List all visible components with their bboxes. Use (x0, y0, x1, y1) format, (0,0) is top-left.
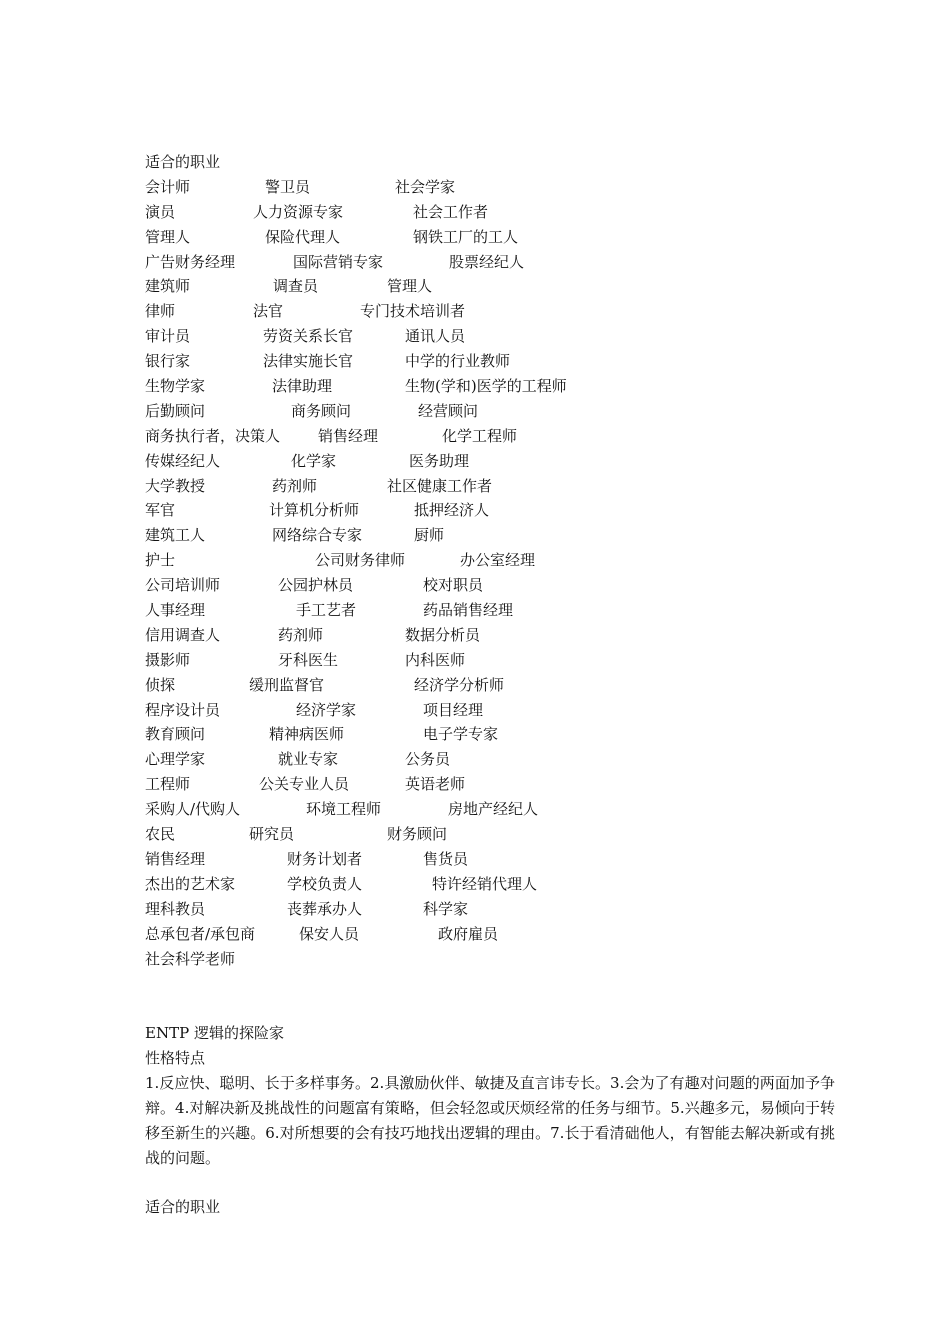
career-col3: 经济学分析师 (414, 675, 505, 694)
career-col3: 生物(学和)医学的工程师 (405, 377, 567, 396)
career-col2: 劳资关系长官 (263, 327, 354, 346)
career-row (145, 673, 835, 698)
career-col2: 财务计划者 (287, 849, 363, 868)
career-col1: 军官 (145, 501, 176, 520)
career-row (145, 772, 835, 797)
career-col1: 信用调查人 (145, 625, 221, 644)
career-col1: 销售经理 (145, 849, 206, 868)
career-col1: 护士 (145, 551, 176, 570)
career-col2: 就业专家 (278, 750, 339, 769)
career-row (145, 822, 835, 847)
career-col2: 人力资源专家 (253, 202, 344, 221)
career-col2: 丧葬承办人 (287, 899, 363, 918)
career-col3: 项目经理 (423, 700, 484, 719)
career-col3: 经营顾问 (418, 401, 479, 420)
career-row (145, 424, 835, 449)
career-col1: 广告财务经理 (145, 252, 236, 271)
career-col2: 法律实施长官 (263, 352, 354, 371)
career-col2: 手工艺者 (296, 601, 357, 620)
career-col3: 内科医师 (405, 650, 466, 669)
career-row (145, 623, 835, 648)
career-row (145, 274, 835, 299)
career-col1: 人事经理 (145, 601, 206, 620)
type-title-text: ENTP 逻辑的探险家 (145, 1024, 284, 1043)
career-col3: 化学工程师 (442, 426, 518, 445)
careers-heading-2-text: 适合的职业 (145, 1198, 221, 1217)
career-row (145, 349, 835, 374)
career-col2: 保险代理人 (265, 227, 341, 246)
career-col2: 公关专业人员 (259, 775, 350, 794)
career-col1: 农民 (145, 825, 176, 844)
career-col1: 采购人/代购人 (145, 800, 241, 819)
career-col2: 研究员 (249, 825, 295, 844)
career-col3: 电子学专家 (423, 725, 499, 744)
career-col1: 程序设计员 (145, 700, 221, 719)
career-col2: 经济学家 (296, 700, 357, 719)
career-col1: 教育顾问 (145, 725, 206, 744)
career-row (145, 922, 835, 947)
career-row (145, 573, 835, 598)
career-col2: 计算机分析师 (269, 501, 360, 520)
career-row (145, 250, 835, 275)
career-col1: 管理人 (145, 227, 191, 246)
career-row (145, 175, 835, 200)
career-col2: 法律助理 (272, 377, 333, 396)
career-col2: 警卫员 (265, 177, 311, 196)
career-col2: 法官 (253, 302, 284, 321)
career-col3: 社会工作者 (413, 202, 489, 221)
career-row (145, 523, 835, 548)
career-col3: 英语老师 (405, 775, 466, 794)
career-row (145, 374, 835, 399)
section-spacer (145, 971, 835, 1021)
careers-list (145, 175, 835, 972)
type-title (145, 1021, 835, 1046)
career-col3: 通讯人员 (405, 327, 466, 346)
career-row (145, 747, 835, 772)
traits-paragraph: 1.反应快、聪明、长于多样事务。2.具激励伙伴、敏捷及直言讳专长。3.会为了有趣对问题的两面加予争辩。4.对解决新及挑战性的问题富有策略，但会轻忽或厌烦经常的任务与细节。5.兴趣多元，易倾向于转移至新生的兴趣。6.对所想要的会有技巧地找出逻辑的理由。7.长于看清础他人，有智能去解决新或有挑战的问题。 (145, 1073, 835, 1167)
career-col1: 律师 (145, 302, 176, 321)
career-col1: 侦探 (145, 675, 176, 694)
career-col1: 生物学家 (145, 377, 206, 396)
career-row (145, 299, 835, 324)
paragraph-spacer (145, 1171, 835, 1196)
career-col3: 房地产经纪人 (448, 800, 539, 819)
careers-heading-text: 适合的职业 (145, 153, 221, 171)
career-col1: 大学教授 (145, 476, 206, 495)
career-col1: 审计员 (145, 327, 191, 346)
career-col1: 理科教员 (145, 899, 206, 918)
career-col2: 公园护林员 (278, 576, 354, 595)
career-row (145, 200, 835, 225)
career-col3: 特许经销代理人 (432, 874, 538, 893)
career-col2: 公司财务律师 (315, 551, 406, 570)
career-col3: 医务助理 (409, 451, 470, 470)
career-row (145, 598, 835, 623)
career-col2: 调查员 (273, 277, 319, 296)
career-col1: 总承包者/承包商 (145, 924, 256, 943)
career-row (145, 872, 835, 897)
career-col1: 会计师 (145, 177, 191, 196)
career-col3: 公务员 (405, 750, 451, 769)
career-col2: 化学家 (291, 451, 337, 470)
career-col3: 厨师 (414, 526, 445, 545)
career-col1: 建筑师 (145, 277, 191, 296)
career-col3: 社会学家 (395, 177, 456, 196)
career-col1: 传媒经纪人 (145, 451, 221, 470)
career-col1: 建筑工人 (145, 526, 206, 545)
career-col3: 校对职员 (423, 576, 484, 595)
career-col3: 管理人 (387, 277, 433, 296)
career-row (145, 648, 835, 673)
career-row (145, 449, 835, 474)
career-col2: 商务顾问 (291, 401, 352, 420)
career-row (145, 498, 835, 523)
document-content (145, 150, 835, 1220)
career-col1: 摄影师 (145, 650, 191, 669)
career-col2: 药剂师 (278, 625, 324, 644)
career-col3: 数据分析员 (405, 625, 481, 644)
career-col3: 抵押经济人 (414, 501, 490, 520)
career-col3: 专门技术培训者 (360, 302, 466, 321)
career-col3: 政府雇员 (438, 924, 499, 943)
traits-heading (145, 1046, 835, 1071)
career-col1: 工程师 (145, 775, 191, 794)
career-col1: 银行家 (145, 352, 191, 371)
career-col1: 商务执行者，决策人 (145, 426, 281, 445)
career-col2: 缓刑监督官 (249, 675, 325, 694)
career-col1: 杰出的艺术家 (145, 874, 236, 893)
career-row (145, 474, 835, 499)
career-col3: 中学的行业教师 (405, 352, 511, 371)
career-row (145, 797, 835, 822)
career-col3: 办公室经理 (460, 551, 536, 570)
traits-heading-text: 性格特点 (145, 1049, 206, 1068)
career-row (145, 399, 835, 424)
career-col1: 后勤顾问 (145, 401, 206, 420)
career-row (145, 324, 835, 349)
career-col2: 环境工程师 (306, 800, 382, 819)
career-col2: 精神病医师 (269, 725, 345, 744)
careers-heading (145, 150, 835, 175)
career-row (145, 897, 835, 922)
career-col2: 药剂师 (272, 476, 318, 495)
career-row (145, 225, 835, 250)
career-row (145, 947, 835, 972)
career-col3: 社区健康工作者 (387, 476, 493, 495)
career-col1: 公司培训师 (145, 576, 221, 595)
career-row (145, 698, 835, 723)
career-row (145, 722, 835, 747)
career-col3: 科学家 (423, 899, 469, 918)
career-col1: 演员 (145, 202, 176, 221)
career-row (145, 548, 835, 573)
career-col2: 牙科医生 (278, 650, 339, 669)
career-col3: 售货员 (423, 849, 469, 868)
career-col2: 保安人员 (299, 924, 360, 943)
career-col3: 药品销售经理 (423, 601, 514, 620)
career-col1: 心理学家 (145, 750, 206, 769)
career-col2: 学校负责人 (287, 874, 363, 893)
career-row (145, 847, 835, 872)
career-col1: 社会科学老师 (145, 949, 236, 968)
career-col3: 股票经纪人 (449, 252, 525, 271)
career-col2: 销售经理 (318, 426, 379, 445)
careers-heading-2 (145, 1195, 835, 1220)
career-col2: 网络综合专家 (272, 526, 363, 545)
career-col3: 财务顾问 (387, 825, 448, 844)
career-col3: 钢铁工厂的工人 (413, 227, 519, 246)
career-col2: 国际营销专家 (293, 252, 384, 271)
